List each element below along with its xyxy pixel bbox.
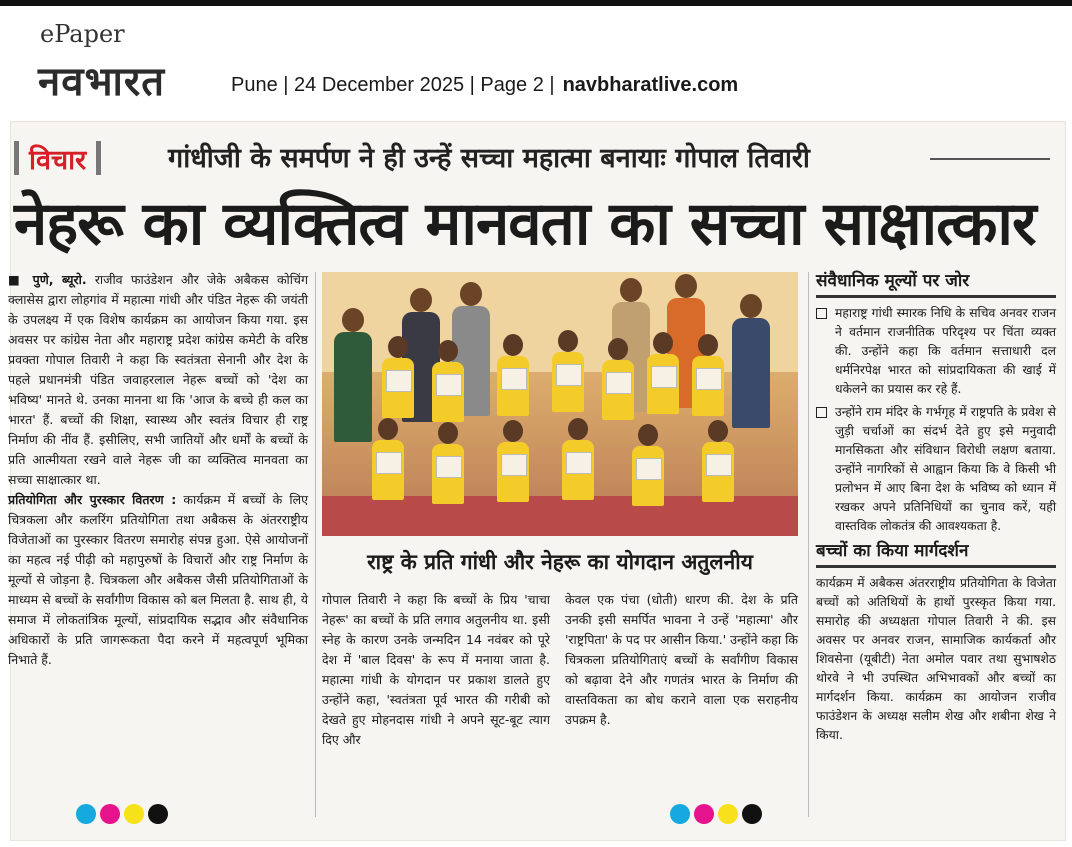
- photo-child: [432, 362, 464, 422]
- kicker-bar-right: [96, 141, 101, 175]
- photo-child: [702, 442, 734, 502]
- checkbox-bullet-icon: [816, 308, 827, 319]
- article-column-1: [8, 270, 308, 670]
- sidebar-heading-guidance: बच्चों का किया मार्गदर्शन: [816, 541, 969, 561]
- article-column-3: केवल एक पंचा (धोती) धारण की. देश के प्रति उनकी इसी समर्पित भावना ने उन्हें 'महात्मा' और 'राष्ट्रपिता' के पद पर आसीन किया.' उन्होंने कहा कि चित्रकला प्रतियोगिताएं बच्चों के सर्वांगीण विकास को बढ़ावा देने और गणतंत्र भारत के निर्माण की वास्तविकता का बोध कराने वाला एक सराहनीय उपक्रम है.: [565, 592, 798, 727]
- photo-child: [647, 354, 679, 414]
- magenta-dot: [100, 804, 120, 824]
- top-border: [0, 0, 1072, 6]
- photo-child: [372, 440, 404, 500]
- newspaper-logo[interactable]: नवभारत: [38, 59, 166, 105]
- site-link[interactable]: navbharatlive.com: [562, 74, 739, 96]
- photo-child: [562, 440, 594, 500]
- section-kicker: विचार: [29, 144, 87, 176]
- black-dot: [742, 804, 762, 824]
- event-photo[interactable]: [322, 272, 798, 536]
- yellow-dot: [124, 804, 144, 824]
- kicker-row: [14, 137, 101, 179]
- checkbox-bullet-icon: [816, 407, 827, 418]
- kicker-bar-left: [14, 141, 19, 175]
- article-headline: नेहरू का व्यक्तित्व मानवता का सच्चा साक्षात्कार: [14, 189, 1036, 259]
- photo-floor: [322, 496, 798, 536]
- edition-meta: [231, 74, 738, 97]
- sidebar-column: [816, 272, 1056, 745]
- sidebar-bullet-text: उन्होंने राम मंदिर के गर्भगृह में राष्ट्रपति के प्रवेश से जुड़ी चर्चाओं का संदर्भ देते हुए इसे मनुवादी मानसिकता और संविधान विरोधी लक्षण बताया. उन्होंने नागरिकों से आह्वान किया कि वे किसी भी प्रलोभन में आए बिना देश के भविष्य को ध्यान में रखकर अपने प्रतिनिधियों का चुनाव करें, यही वास्तविक लोकतंत्र की आवश्यकता है.: [835, 405, 1056, 533]
- photo-child: [552, 352, 584, 412]
- article-subheading: गांधीजी के समर्पण ने ही उन्हें सच्चा महात्मा बनायाः गोपाल तिवारी: [168, 143, 810, 174]
- cyan-dot: [670, 804, 690, 824]
- photo-child: [692, 356, 724, 416]
- registration-marks-left: [76, 804, 168, 824]
- black-dot: [148, 804, 168, 824]
- section-label-competition: प्रतियोगिता और पुरस्कार वितरण :: [8, 492, 177, 507]
- cyan-dot: [76, 804, 96, 824]
- mid-headline: राष्ट्र के प्रति गांधी और नेहरू का योगदान अतुलनीय: [367, 550, 753, 574]
- magenta-dot: [694, 804, 714, 824]
- registration-marks-right: [670, 804, 762, 824]
- col1-paragraph-2: कार्यक्रम में बच्चों के लिए चित्रकला और कलरिंग प्रतियोगिता तथा अबैकस के अंतरराष्ट्रीय विजेताओं का पुरस्कार वितरण समारोह संपन्न हुआ. ऐसे आयोजनों का महत्व नई पीढ़ी को महापुरुषों के विचारों और राष्ट्र निर्माण के मूल्यों से जोड़ना है. चित्रकला और अबैकस जैसी प्रतियोगिताओं के माध्यम से बच्चों के सर्वांगीण विकास को बल मिलता है. साथ ही, ये समाज में लोकतांत्रिक मूल्यों, सांप्रदायिक सद्भाव और संवैधानिक अधिकारों के प्रति जागरूकता पैदा करने में महत्वपूर्ण भूमिका निभाते हैं.: [8, 492, 308, 667]
- epaper-label: ePaper: [40, 20, 125, 48]
- sidebar-heading-constitutional: संवैधानिक मूल्यों पर जोर: [816, 271, 970, 291]
- photo-child: [632, 446, 664, 506]
- dateline: ■ पुणे, ब्यूरो.: [8, 272, 87, 287]
- col1-paragraph-1: राजीव फाउंडेशन और जेके अबैकस कोचिंग क्लासेस द्वारा लोहगांव में महात्मा गांधी और पंडित नेहरू की जयंती के उपलक्ष्य में एक विशेष कार्यक्रम का आयोजन किया गया. इस अवसर पर कांग्रेस नेता और महाराष्ट्र प्रदेश कांग्रेस कमेटी के वरिष्ठ प्रवक्ता गोपाल तिवारी ने कहा कि स्वतंत्रता सेनानी और देश के पहले प्रधानमंत्री पंडित जवाहरलाल नेहरू बच्चों को 'देश का भविष्य' मानते थे. उनका मानना था कि 'आज के बच्चे ही कल का भारत' हैं. बच्चों की शिक्षा, स्वास्थ्य और स्वतंत्र विचार ही राष्ट्र निर्माण की नींव हैं. इसीलिए, सभी जातियों और धर्मों के बच्चों के प्रति आत्मीयता रखने वाले नेहरू जी का व्यक्तित्व मानवता का सच्चा साक्षात्कार था.: [8, 272, 309, 487]
- sidebar-paragraph: कार्यक्रम में अबैकस अंतरराष्ट्रीय प्रतियोगिता के विजेता बच्चों को अतिथियों के हाथों पुरस्कृत किया गया. समारोह की अध्यक्षता गोपाल तिवारी ने की. इस अवसर पर अनवर राजन, सामाजिक कार्यकर्ता और शिवसेना (यूबीटी) नेता अमोल पवार तथा सुभाषशेठ थोरवे ने भी उपस्थित अभिभावकों और बच्चों का मार्गदर्शन किया. कार्यक्रम का आयोजन राजीव फाउंडेशन के अध्यक्ष सलीम शेख और शबीना शेख ने किया.: [816, 576, 1056, 742]
- edition-date-page: Pune | 24 December 2025 | Page 2 |: [231, 74, 555, 96]
- sidebar-bullet: [816, 304, 1056, 399]
- photo-child: [497, 442, 529, 502]
- photo-child: [382, 358, 414, 418]
- column-divider: [315, 272, 316, 817]
- yellow-dot: [718, 804, 738, 824]
- sidebar-heading-rule: [816, 295, 1056, 298]
- column-divider: [808, 272, 809, 817]
- photo-child: [497, 356, 529, 416]
- article-column-2: गोपाल तिवारी ने कहा कि बच्चों के प्रिय 'चाचा नेहरू' का बच्चों के प्रति लगाव अतुलनीय था. इसी स्नेह के कारण उनके जन्मदिन 14 नवंबर को पूरे देश में 'बाल दिवस' के रूप में मनाया जाता है. महात्मा गांधी के योगदान पर प्रकाश डालते हुए उन्होंने कहा, 'स्वतंत्रता पूर्व भारत की गरीबी को देखते हुए मोहनदास गांधी ने अपने सूट-बूट त्याग दिए और: [322, 592, 550, 747]
- subheading-rule: [930, 158, 1050, 160]
- sidebar-heading-rule: [816, 565, 1056, 568]
- photo-person: [334, 332, 372, 442]
- photo-child: [602, 360, 634, 420]
- photo-child: [432, 444, 464, 504]
- photo-person: [732, 318, 770, 428]
- sidebar-bullet-text: महाराष्ट्र गांधी स्मारक निधि के सचिव अनवर राजन ने वर्तमान राजनीतिक परिदृश्य पर चिंता व्यक्त की. उन्होंने कहा कि वर्तमान सत्ताधारी दल धर्मनिरपेक्ष भारत को सांप्रदायिकता की खाई में धकेलने का प्रयास कर रहे हैं.: [835, 306, 1056, 396]
- sidebar-bullet: [816, 403, 1056, 536]
